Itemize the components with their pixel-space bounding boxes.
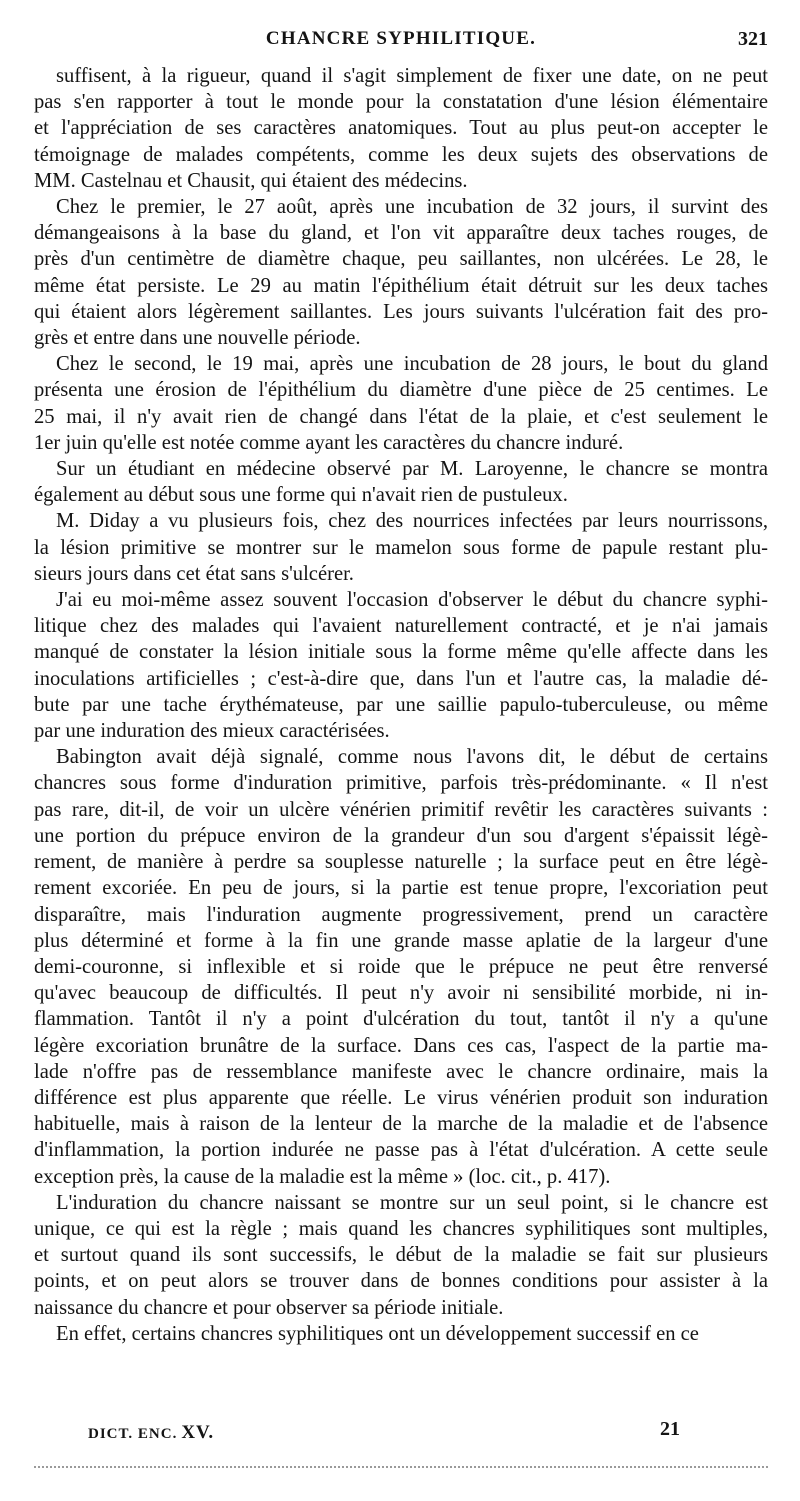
running-head bbox=[34, 28, 768, 54]
text-line: pas s'en rapporter à tout le monde pour la constatation d'une lésion élémentaire bbox=[34, 91, 768, 114]
text-line: rement excoriée. En peu de jours, si la partie est tenue propre, l'excoriation peut bbox=[34, 877, 768, 900]
text-line: une portion du prépuce environ de la grandeur d'un sou d'argent s'épaissit légè- bbox=[34, 824, 768, 847]
paragraph bbox=[34, 744, 768, 1189]
text-line: litique chez des malades qui l'avaient naturellement contracté, et je n'ai jamais bbox=[34, 615, 768, 638]
text-line: qui étaient alors légèrement saillantes. Les jours suivants l'ulcération fait des pro- bbox=[34, 300, 768, 323]
text-line: grès et entre dans une nouvelle période. bbox=[34, 327, 361, 350]
text-line: habituelle, mais à raison de la lenteur de la marche de la maladie et de l'absence bbox=[34, 1113, 768, 1136]
text-line: bute par une tache érythémateuse, par une saillie papulo-tuberculeuse, ou même bbox=[34, 693, 768, 716]
text-line: 25 mai, il n'y avait rien de changé dans l'état de la plaie, et c'est seulement le bbox=[34, 405, 768, 428]
dotted-rule bbox=[34, 1466, 768, 1468]
paragraph bbox=[34, 194, 768, 351]
text-line: la lésion primitive se montrer sur le mamelon sous forme de papule restant plu- bbox=[34, 536, 768, 559]
paragraph bbox=[34, 508, 768, 587]
text-line: naissance du chancre et pour observer sa période initiale. bbox=[34, 1296, 504, 1319]
page-number: 321 bbox=[738, 28, 768, 50]
text-line: 1er juin qu'elle est notée comme ayant les caractères du chancre induré. bbox=[34, 431, 624, 454]
text-line: flammation. Tantôt il n'y a point d'ulcération du tout, tantôt il n'y a qu'une bbox=[34, 1008, 768, 1031]
text-line: unique, ce qui est la règle ; mais quand les chancres syphilitiques sont multiples, bbox=[34, 1217, 768, 1240]
running-title: CHANCRE SYPHILITIQUE. bbox=[265, 28, 537, 49]
text-line: légère excoriation brunâtre de la surface. Dans ces cas, l'aspect de la partie ma- bbox=[34, 1034, 768, 1057]
text-line: inoculations artificielles ; c'est-à-dire que, dans l'un et l'autre cas, la maladie dé- bbox=[34, 667, 768, 690]
text-line: disparaître, mais l'induration augmente progressivement, prend un caractère bbox=[34, 903, 768, 926]
text-line: Chez le second, le 19 mai, après une incubation de 28 jours, le bout du gland bbox=[56, 353, 768, 376]
text-line: même état persiste. Le 29 au matin l'épithélium était détruit sur les deux taches bbox=[34, 274, 768, 297]
text-line: L'induration du chancre naissant se montre sur un seul point, si le chancre est bbox=[56, 1191, 768, 1214]
volume-number: XV. bbox=[181, 1422, 215, 1443]
text-line: lade n'offre pas de ressemblance manifeste avec le chancre ordinaire, mais la bbox=[34, 1060, 768, 1083]
text-line: points, et on peut alors se trouver dans de bonnes conditions pour assister à la bbox=[34, 1270, 768, 1293]
text-line: M. Diday a vu plusieurs fois, chez des nourrices infectées par leurs nourrissons, bbox=[56, 510, 768, 533]
text-line: Chez le premier, le 27 août, après une incubation de 32 jours, il survint des bbox=[56, 196, 768, 219]
text-line: par une induration des mieux caractérisées. bbox=[34, 720, 390, 743]
text-line: demi-couronne, si inflexible et si roide que le prépuce ne peut être renversé bbox=[34, 955, 768, 978]
paragraph bbox=[34, 456, 768, 508]
text-line: sieurs jours dans cet état sans s'ulcérer. bbox=[34, 562, 354, 585]
text-line: chancres sous forme d'induration primitive, parfois très-prédominante. « Il n'est bbox=[34, 772, 768, 795]
text-line: Sur un étudiant en médecine observé par M. Laroyenne, le chancre se montra bbox=[56, 458, 768, 481]
text-line: plus déterminé et forme à la fin une grande masse aplatie de la largeur d'une bbox=[34, 929, 768, 952]
text-line: différence est plus apparente que réelle. Le virus vénérien produit son induration bbox=[34, 1086, 768, 1109]
text-line: suffisent, à la rigueur, quand il s'agit simplement de fixer une date, on ne peut bbox=[56, 65, 768, 87]
text-line: qu'avec beaucoup de difficultés. Il peut n'y avoir ni sensibilité morbide, ni in- bbox=[34, 982, 768, 1005]
text-line: d'inflammation, la portion indurée ne passe pas à l'état d'ulcération. A cette seule bbox=[34, 1139, 768, 1162]
text-line: témoignage de malades compétents, comme les deux sujets des observations de bbox=[34, 143, 768, 166]
paragraph bbox=[34, 1190, 768, 1321]
printer-signature bbox=[88, 1422, 214, 1444]
text-line: J'ai eu moi-même assez souvent l'occasion d'observer le début du chancre syphi- bbox=[56, 589, 768, 612]
paragraph bbox=[34, 63, 768, 194]
text-line: démangeaisons à la base du gland, et l'on vit apparaître deux taches rouges, de bbox=[34, 222, 768, 245]
paragraph bbox=[34, 351, 768, 456]
paragraph bbox=[34, 1321, 768, 1347]
sheet-number: 21 bbox=[660, 1418, 680, 1440]
text-line: et surtout quand ils sont successifs, le début de la maladie se fait sur plusieurs bbox=[34, 1244, 768, 1267]
text-line: Babington avait déjà signalé, comme nous l'avons dit, le début de certains bbox=[56, 746, 768, 769]
text-line: près d'un centimètre de diamètre chaque, peu saillantes, non ulcérées. Le 28, le bbox=[34, 248, 768, 271]
body-text bbox=[34, 63, 768, 1347]
text-line: manqué de constater la lésion initiale sous la forme même qu'elle affecte dans les bbox=[34, 641, 768, 664]
text-line: rement, de manière à perdre sa souplesse naturelle ; la surface peut en être légè- bbox=[34, 851, 768, 874]
signature-label: DICT. ENC. bbox=[88, 1426, 178, 1442]
text-line: présenta une érosion de l'épithélium du diamètre d'une pièce de 25 centimes. Le bbox=[34, 379, 768, 402]
text-line: et l'appréciation de ses caractères anatomiques. Tout au plus peut-on accepter le bbox=[34, 117, 768, 140]
text-line: MM. Castelnau et Chausit, qui étaient des médecins. bbox=[34, 169, 468, 192]
text-line: pas rare, dit-il, de voir un ulcère vénérien primitif revêtir les caractères suivants : bbox=[34, 798, 768, 821]
text-line: également au début sous une forme qui n'avait rien de pustuleux. bbox=[34, 484, 568, 507]
text-line: En effet, certains chancres syphilitiques ont un développement successif en ce bbox=[56, 1322, 699, 1345]
paragraph bbox=[34, 587, 768, 744]
text-line: exception près, la cause de la maladie est la même » (loc. cit., p. 417). bbox=[34, 1165, 611, 1188]
